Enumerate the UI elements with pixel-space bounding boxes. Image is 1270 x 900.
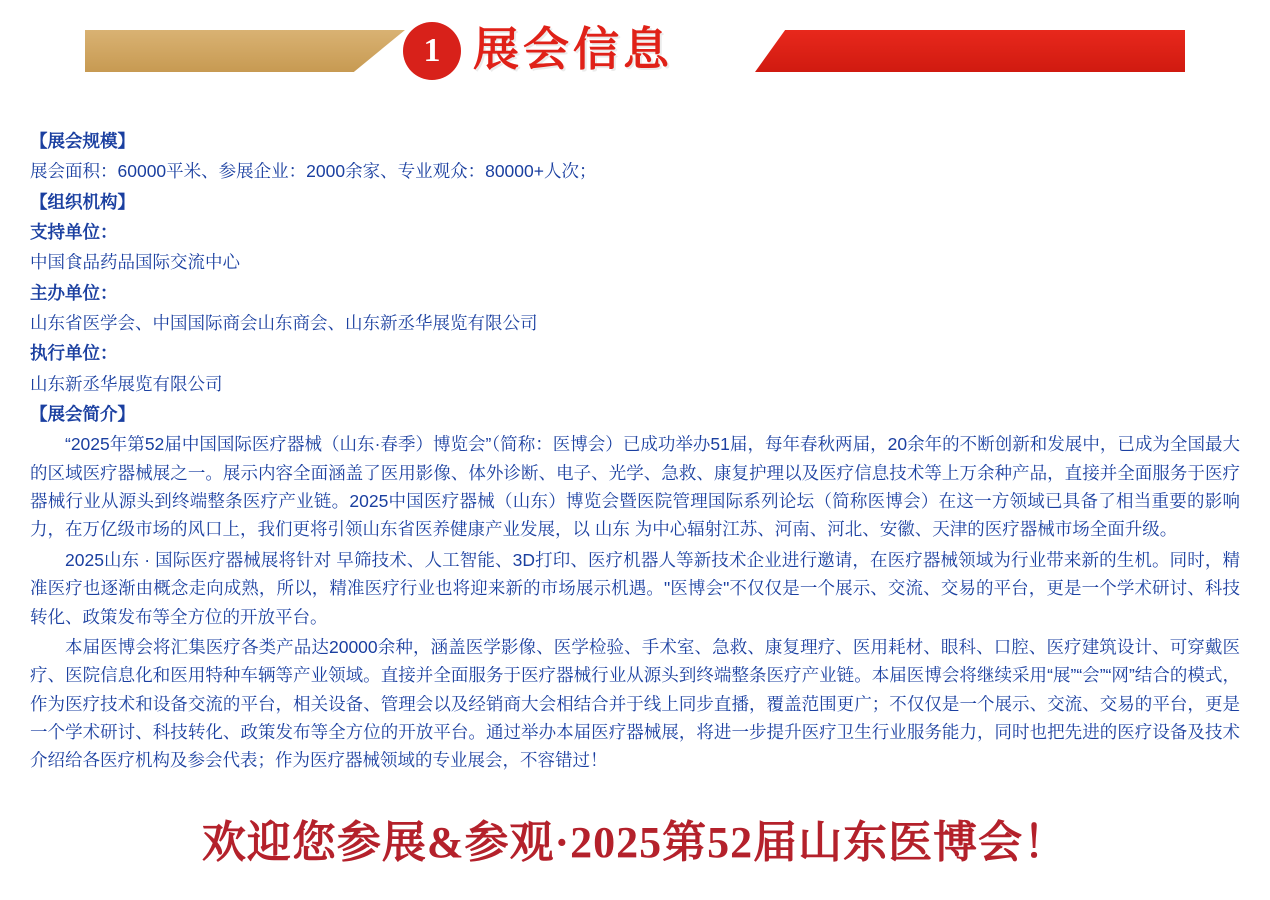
page-title: 展会信息 (473, 23, 673, 75)
executive-unit-label: 执行单位： (30, 343, 118, 364)
banner-inner (85, 18, 1185, 80)
executive-unit-value: 山东新丞华展览有限公司 (30, 373, 223, 394)
section-number-badge: 1 (403, 22, 461, 80)
gold-decoration-bar (85, 30, 405, 72)
introduction-paragraph: 2025山东 · 国际医疗器械展将针对 早筛技术、人工智能、3D打印、医疗机器人等新技术企业进行邀请，在医疗器械领域为行业带来新的生机。同时，精准医疗也逐渐由概念走向成熟，所以，精准医疗行业也将迎来新的市场展示机遇。"医博会"不仅仅是一个展示、交流、交易的平台，更是一个学术研讨、科技转化、政策发布等全方位的开放平台。 (30, 549, 1240, 627)
support-unit-label: 支持单位： (30, 222, 118, 243)
introduction-paragraph: 本届医博会将汇集医疗各类产品达20000余种，涵盖医学影像、医学检验、手术室、急救、康复理疗、医用耗材、眼科、口腔、医疗建筑设计、可穿戴医疗、医院信息化和医用特种车辆等产业领域。直接并全面服务于医疗器械行业从源头到终端整条医疗产业链。本届医博会将继续采用“展”“会”“网”结合的模式，作为医疗技术和设备交流的平台，相关设备、管理会以及经销商大会相结合并于线上同步直播，覆盖范围更广；不仅仅是一个展示、交流、交易的平台，更是一个学术研讨、科技转化、政策发布等全方位的开放平台。通过举办本届医疗器械展，将进一步提升医疗卫生行业服务能力，同时也把先进的医疗设备及技术介绍给各医疗机构及参会代表；作为医疗器械领域的专业展会，不容错过！ (30, 636, 1240, 771)
organization-heading: 【组织机构】 (30, 191, 135, 212)
host-unit-label: 主办单位： (30, 282, 118, 303)
red-decoration-bar (755, 30, 1185, 72)
footer-slogan: 欢迎您参展&参观·2025第52届山东医博会！ (201, 818, 1069, 867)
exhibition-scale-text: 展会面积：60000平米、参展企业：2000余家、专业观众：80000+人次； (30, 161, 597, 182)
introduction-heading: 【展会简介】 (30, 404, 135, 425)
exhibition-scale-heading: 【展会规模】 (30, 131, 135, 151)
header-banner (0, 18, 1270, 118)
host-unit-value: 山东省医学会、中国国际商会山东商会、山东新丞华展览有限公司 (30, 313, 538, 334)
support-unit-value: 中国食品药品国际交流中心 (30, 252, 240, 273)
introduction-paragraph: “2025年第52届中国国际医疗器械（山东·春季）博览会”（简称：医博会）已成功举办51届，每年春秋两届，20余年的不断创新和发展中，已成为全国最大的区域医疗器械展之一。展示内容全面涵盖了医用影像、体外诊断、电子、光学、急救、康复护理以及医疗信息技术等上万余种产品，直接并全面服务于医疗器械行业从源头到终端整条医疗产业链。2025中国医疗器械（山东）博览会暨医院管理国际系列论坛（简称医博会）在这一方领域已具备了相当重要的影响力，在万亿级市场的风口上，我们更将引领山东省医养健康产业发展，以 山东 为中心辐射江苏、河南、河北、安徽、天津的医疗器械市场全面升级。 (30, 434, 1240, 540)
document-body (0, 118, 1270, 776)
